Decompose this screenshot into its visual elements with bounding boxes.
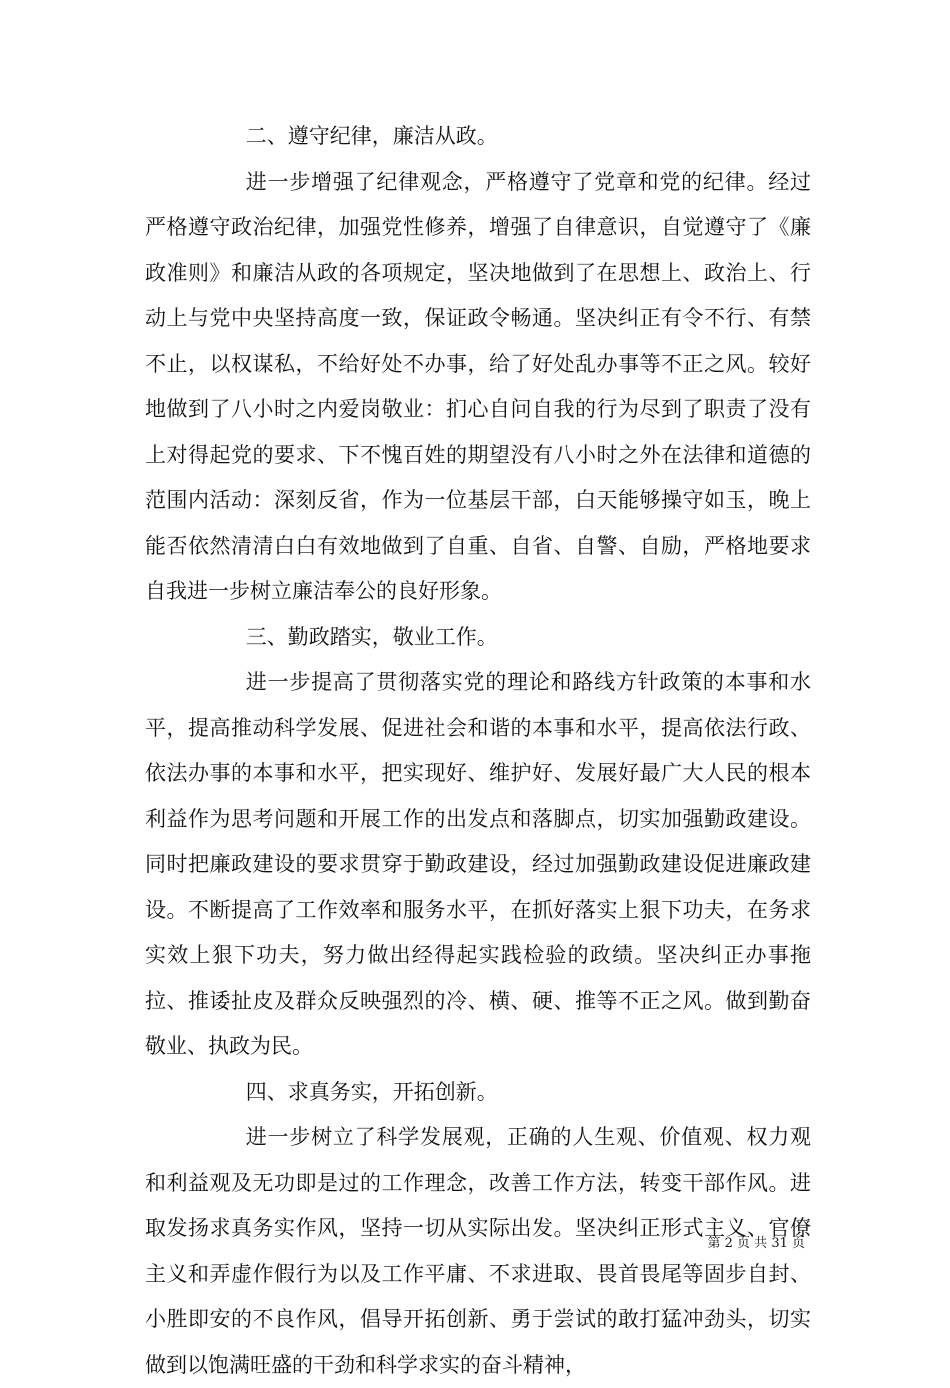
document-body [145, 114, 811, 1388]
page-number-footer: 第 2 页 共 31 页 [707, 1236, 805, 1251]
body-paragraph: 进一步树立了科学发展观，正确的人生观、价值观、权力观和利益观及无功即是过的工作理念，改善工作方法，转变干部作风。进取发扬求真务实作风，坚持一切从实际出发。坚决纠正形式主义、官僚主义和弄虚作假行为以及工作平庸、不求进取、畏首畏尾等固步自封、小胜即安的不良作风，倡导开拓创新、勇于尝试的敢打猛冲劲头，切实做到以饱满旺盛的干劲和科学求实的奋斗精神， [145, 1125, 811, 1377]
section-heading: 二、遵守纪律，廉洁从政。 [245, 124, 498, 148]
section-heading: 三、勤政踏实，敬业工作。 [245, 624, 498, 649]
body-paragraph: 进一步增强了纪律观念，严格遵守了党章和党的纪律。经过严格遵守政治纪律，加强党性修养，增强了自律意识，自觉遵守了《廉政准则》和廉洁从政的各项规定，坚决地做到了在思想上、政治上、行动上与党中央坚持高度一致，保证政令畅通。坚决纠正有令不行、有禁不止，以权谋私，不给好处不办事，给了好处乱办事等不正之风。较好地做到了八小时之内爱岗敬业：扪心自问自我的行为尽到了职责了没有上对得起党的要求、下不愧百姓的期望没有八小时之外在法律和道德的范围内活动：深刻反省，作为一位基层干部，白天能够操守如玉，晚上能否依然清清白白有效地做到了自重、自省、自警、自励，严格地要求自我进一步树立廉洁奉公的良好形象。 [145, 169, 811, 603]
section-heading: 四、求真务实，开拓创新。 [245, 1079, 498, 1104]
body-paragraph: 进一步提高了贯彻落实党的理论和路线方针政策的本事和水平，提高推动科学发展、促进社会和谐的本事和水平，提高依法行政、依法办事的本事和水平，把实现好、维护好、发展好最广大人民的根本利益作为思考问题和开展工作的出发点和落脚点，切实加强勤政建设。同时把廉政建设的要求贯穿于勤政建设，经过加强勤政建设促进廉政建设。不断提高了工作效率和服务水平，在抓好落实上狠下功夫，在务求实效上狠下功夫，努力做出经得起实践检验的政绩。坚决纠正办事拖拉、推诿扯皮及群众反映强烈的冷、横、硬、推等不正之风。做到勤奋敬业、执政为民。 [145, 670, 811, 1058]
